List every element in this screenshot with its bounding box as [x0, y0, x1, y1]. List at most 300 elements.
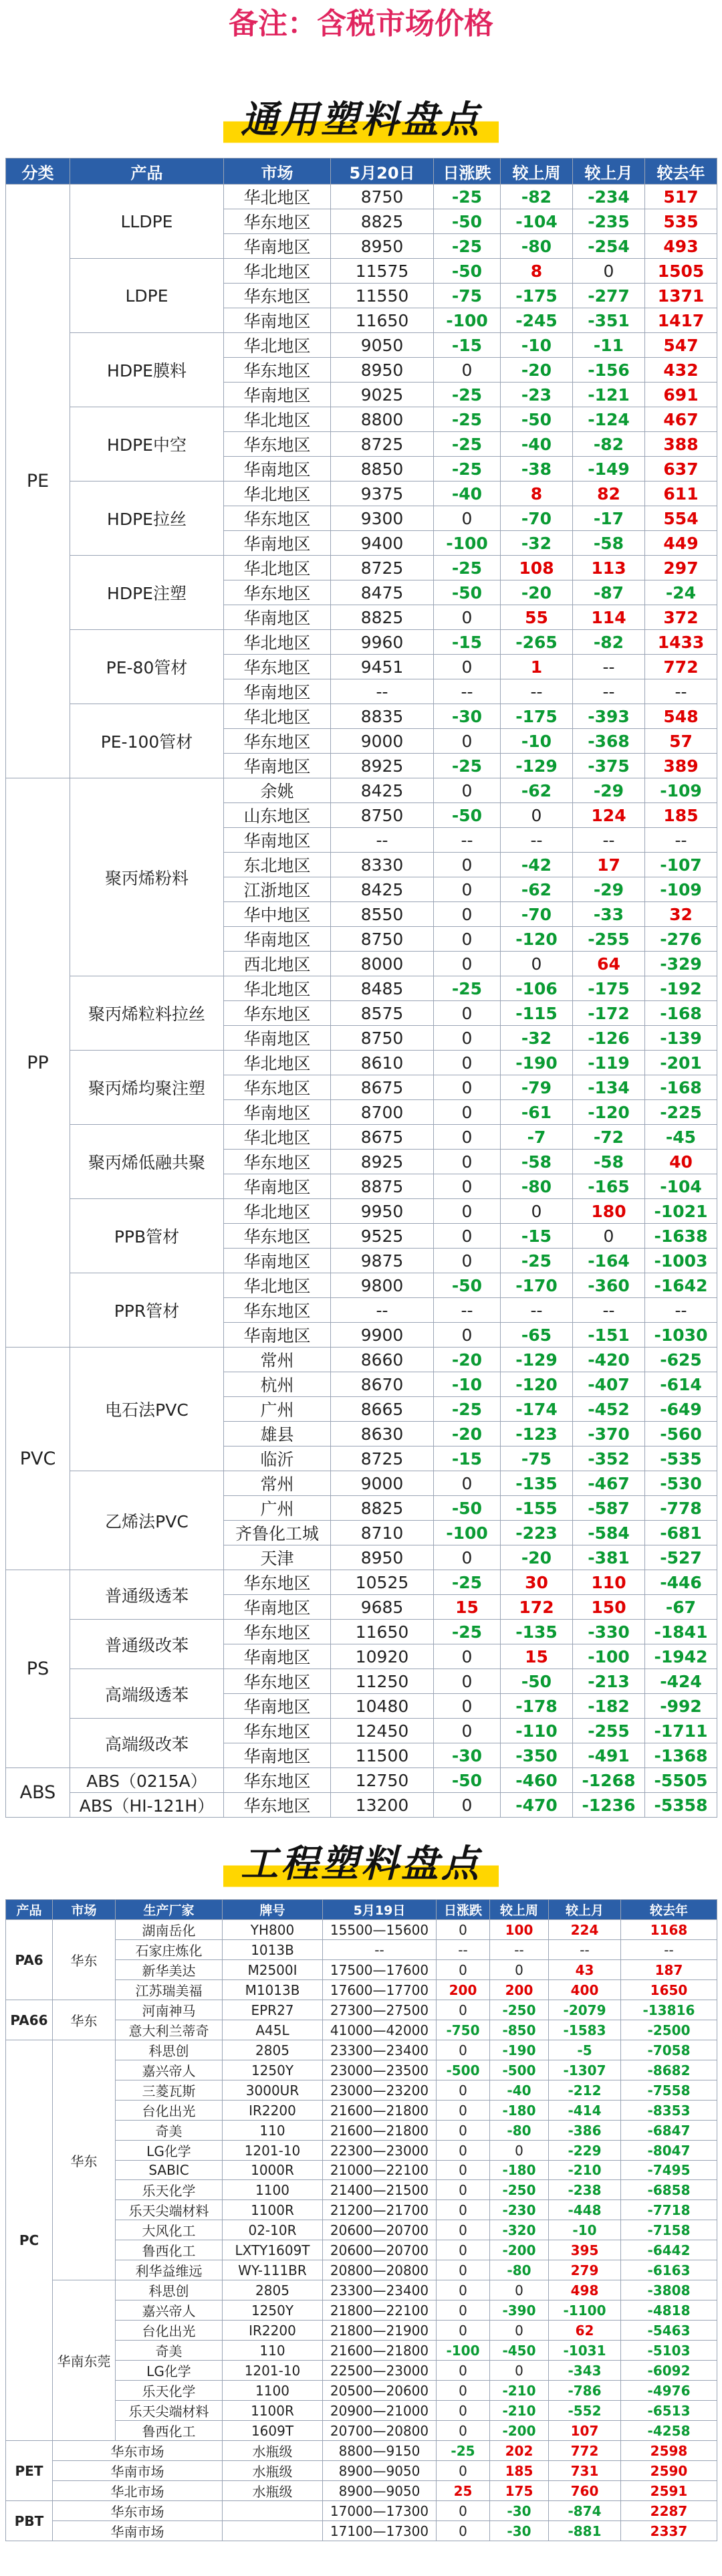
column-header: 较上周 — [490, 1900, 549, 1920]
market-cell: 华南地区 — [224, 754, 331, 778]
monthly-change-cell: -213 — [573, 1669, 645, 1694]
price-range-cell: 21000—22100 — [323, 2161, 437, 2180]
monthly-change-cell: -172 — [573, 1001, 645, 1026]
price-range-cell: 20800—20800 — [323, 2260, 437, 2280]
monthly-change-cell: 17 — [573, 853, 645, 877]
market-cell: 华东地区 — [224, 1224, 331, 1249]
daily-change-cell: 0 — [434, 1075, 501, 1100]
monthly-change-cell: -175 — [573, 976, 645, 1001]
price-cell: -- — [331, 1298, 434, 1323]
column-header: 产品 — [70, 158, 224, 185]
monthly-change-cell: -1031 — [549, 2341, 621, 2361]
monthly-change-cell: -124 — [573, 407, 645, 432]
grade-cell: 1250Y — [223, 2300, 323, 2321]
market-cell: 齐鲁化工城 — [224, 1521, 331, 1545]
price-cell: 11550 — [331, 284, 434, 308]
market-cell: 西北地区 — [224, 952, 331, 976]
grade-cell: 1100 — [223, 2180, 323, 2200]
yearly-change-cell: -7558 — [621, 2080, 717, 2101]
price-cell: 9960 — [331, 630, 434, 655]
daily-change-cell: -100 — [434, 531, 501, 556]
product-cell: PE-80管材 — [70, 630, 224, 704]
price-cell: 9950 — [331, 1199, 434, 1224]
daily-change-cell: -50 — [434, 1273, 501, 1298]
yearly-change-cell: -1030 — [645, 1323, 717, 1348]
market-cell: 华东市场 — [53, 2501, 223, 2521]
weekly-change-cell: -62 — [501, 877, 573, 902]
monthly-change-cell: -368 — [573, 729, 645, 754]
daily-change-cell: 0 — [434, 358, 501, 383]
price-cell: 8670 — [331, 1372, 434, 1397]
yearly-change-cell: 1505 — [645, 259, 717, 284]
market-cell: 华东地区 — [224, 1793, 331, 1818]
market-cell: 华东地区 — [224, 432, 331, 457]
yearly-change-cell: -7158 — [621, 2220, 717, 2240]
yearly-change-cell: 40 — [645, 1150, 717, 1174]
market-cell: 华南地区 — [224, 1743, 331, 1768]
daily-change-cell: 0 — [437, 2101, 490, 2121]
monthly-change-cell: -386 — [549, 2121, 621, 2141]
product-cell: 聚丙烯粉料 — [70, 778, 224, 976]
market-cell: 华南地区 — [224, 1323, 331, 1348]
price-cell: -- — [331, 828, 434, 853]
monthly-change-cell: -72 — [573, 1125, 645, 1150]
price-range-cell: 20600—20700 — [323, 2240, 437, 2260]
weekly-change-cell: -250 — [490, 2000, 549, 2020]
market-cell: 华南地区 — [224, 1026, 331, 1051]
price-cell: 9025 — [331, 383, 434, 407]
price-cell: 8485 — [331, 976, 434, 1001]
monthly-change-cell: -156 — [573, 358, 645, 383]
price-range-cell: 17600—17700 — [323, 1980, 437, 2000]
yearly-change-cell: -225 — [645, 1100, 717, 1125]
product-cell: PPR管材 — [70, 1273, 224, 1348]
market-cell: 华南地区 — [224, 828, 331, 853]
price-cell: 11500 — [331, 1743, 434, 1768]
monthly-change-cell: 772 — [549, 2441, 621, 2461]
price-cell: 8550 — [331, 902, 434, 927]
table-row — [6, 2441, 717, 2461]
product-cell: HDPE中空 — [70, 407, 224, 481]
yearly-change-cell: 1650 — [621, 1980, 717, 2000]
daily-change-cell: -15 — [434, 1446, 501, 1471]
price-cell: 8610 — [331, 1051, 434, 1075]
daily-change-cell: 0 — [437, 1960, 490, 1980]
monthly-change-cell: -452 — [573, 1397, 645, 1422]
market-cell: 华北地区 — [224, 259, 331, 284]
price-cell: 8825 — [331, 209, 434, 234]
monthly-change-cell: -- — [573, 655, 645, 679]
daily-change-cell: -25 — [434, 407, 501, 432]
daily-change-cell: 0 — [437, 2361, 490, 2381]
market-cell: 临沂 — [224, 1446, 331, 1471]
price-cell: 8950 — [331, 358, 434, 383]
table-row — [6, 976, 717, 1001]
monthly-change-cell: -151 — [573, 1323, 645, 1348]
daily-change-cell: -50 — [434, 803, 501, 828]
weekly-change-cell: -190 — [490, 2040, 549, 2060]
market-cell: 华东地区 — [224, 1669, 331, 1694]
weekly-change-cell: -500 — [490, 2060, 549, 2080]
daily-change-cell: 15 — [434, 1595, 501, 1620]
price-cell: 9000 — [331, 729, 434, 754]
market-cell: 华东地区 — [224, 209, 331, 234]
weekly-change-cell: -75 — [501, 1446, 573, 1471]
monthly-change-cell: -255 — [573, 927, 645, 952]
daily-change-cell: -30 — [434, 704, 501, 729]
market-cell: 华东地区 — [224, 1075, 331, 1100]
monthly-change-cell: -82 — [573, 432, 645, 457]
yearly-change-cell: -1368 — [645, 1743, 717, 1768]
market-cell: 华南地区 — [224, 531, 331, 556]
weekly-change-cell: -70 — [501, 506, 573, 531]
yearly-change-cell: 297 — [645, 556, 717, 580]
yearly-change-cell: -5103 — [621, 2341, 717, 2361]
price-cell: 8925 — [331, 754, 434, 778]
daily-change-cell: -50 — [434, 209, 501, 234]
weekly-change-cell: -135 — [501, 1620, 573, 1644]
daily-change-cell: -- — [434, 1298, 501, 1323]
monthly-change-cell: -- — [573, 1298, 645, 1323]
yearly-change-cell: -6442 — [621, 2240, 717, 2260]
grade-cell: 1013B — [223, 1940, 323, 1960]
table-row — [6, 1669, 717, 1694]
weekly-change-cell: -30 — [490, 2521, 549, 2541]
yearly-change-cell: -2500 — [621, 2020, 717, 2040]
daily-change-cell: -30 — [434, 1743, 501, 1768]
manufacturer-cell: 乐天化学 — [116, 2381, 223, 2401]
monthly-change-cell: 64 — [573, 952, 645, 976]
daily-change-cell: -100 — [437, 2341, 490, 2361]
daily-change-cell: 0 — [434, 1026, 501, 1051]
market-cell: 华北地区 — [224, 1273, 331, 1298]
market-cell: 华北地区 — [224, 185, 331, 209]
yearly-change-cell: -- — [645, 1298, 717, 1323]
column-header: 较上月 — [549, 1900, 621, 1920]
monthly-change-cell: -881 — [549, 2521, 621, 2541]
grade-cell: 1100R — [223, 2401, 323, 2421]
market-cell: 华东地区 — [224, 1620, 331, 1644]
daily-change-cell: -- — [434, 679, 501, 704]
monthly-change-cell: -11 — [573, 333, 645, 358]
price-cell: 13200 — [331, 1793, 434, 1818]
yearly-change-cell: -201 — [645, 1051, 717, 1075]
yearly-change-cell: -8047 — [621, 2141, 717, 2161]
column-header: 市场 — [224, 158, 331, 185]
manufacturer-cell: 利华益维远 — [116, 2260, 223, 2280]
yearly-change-cell: -6163 — [621, 2260, 717, 2280]
market-cell: 华南地区 — [224, 1100, 331, 1125]
grade-cell: 1201-10 — [223, 2141, 323, 2161]
yearly-change-cell: 611 — [645, 481, 717, 506]
price-cell: 8750 — [331, 185, 434, 209]
monthly-change-cell: -212 — [549, 2080, 621, 2101]
daily-change-cell: -50 — [434, 1768, 501, 1793]
product-cell: PE-100管材 — [70, 704, 224, 778]
monthly-change-cell: -1268 — [573, 1768, 645, 1793]
price-cell: 9525 — [331, 1224, 434, 1249]
yearly-change-cell: -1021 — [645, 1199, 717, 1224]
price-range-cell: 8800—9150 — [323, 2441, 437, 2461]
table-row — [6, 185, 717, 209]
weekly-change-cell: -175 — [501, 704, 573, 729]
market-cell: 常州 — [224, 1471, 331, 1496]
table-row — [6, 1768, 717, 1793]
daily-change-cell: -50 — [434, 259, 501, 284]
weekly-change-cell: -155 — [501, 1496, 573, 1521]
table-row — [6, 556, 717, 580]
price-range-cell: 23000—23500 — [323, 2060, 437, 2080]
monthly-change-cell: 224 — [549, 1920, 621, 1940]
daily-change-cell: 0 — [437, 2461, 490, 2481]
weekly-change-cell: 202 — [490, 2441, 549, 2461]
price-cell: 8835 — [331, 704, 434, 729]
daily-change-cell: 0 — [434, 778, 501, 803]
weekly-change-cell: -50 — [501, 407, 573, 432]
monthly-change-cell: -254 — [573, 234, 645, 259]
market-cell: 华北地区 — [224, 1125, 331, 1150]
price-cell: 8675 — [331, 1075, 434, 1100]
market-cell: 华南东莞 — [53, 2280, 116, 2441]
monthly-change-cell: -5 — [549, 2040, 621, 2060]
product-cell: PPB管材 — [70, 1199, 224, 1273]
monthly-change-cell: 400 — [549, 1980, 621, 2000]
yearly-change-cell: 1371 — [645, 284, 717, 308]
monthly-change-cell: -1583 — [549, 2020, 621, 2040]
price-range-cell: 21400—21500 — [323, 2180, 437, 2200]
table-row — [6, 2000, 717, 2020]
market-cell: 华南地区 — [224, 1644, 331, 1669]
monthly-change-cell: 113 — [573, 556, 645, 580]
table-row — [6, 630, 717, 655]
yearly-change-cell: -4818 — [621, 2300, 717, 2321]
daily-change-cell: -25 — [434, 556, 501, 580]
monthly-change-cell: -17 — [573, 506, 645, 531]
market-cell: 华东地区 — [224, 580, 331, 605]
daily-change-cell: 0 — [437, 2381, 490, 2401]
monthly-change-cell: -229 — [549, 2141, 621, 2161]
yearly-change-cell: 187 — [621, 1960, 717, 1980]
market-cell: 华东地区 — [224, 1298, 331, 1323]
grade-cell: 3000UR — [223, 2080, 323, 2101]
price-range-cell: 41000—42000 — [323, 2020, 437, 2040]
monthly-change-cell: -120 — [573, 1100, 645, 1125]
weekly-change-cell: -20 — [501, 580, 573, 605]
daily-change-cell: 0 — [437, 2040, 490, 2060]
product-cell: 普通级改苯 — [70, 1620, 224, 1669]
monthly-change-cell: -119 — [573, 1051, 645, 1075]
market-cell: 山东地区 — [224, 803, 331, 828]
price-range-cell: 21800—21900 — [323, 2321, 437, 2341]
monthly-change-cell: -235 — [573, 209, 645, 234]
column-header: 日涨跌 — [434, 158, 501, 185]
grade-cell: IR2200 — [223, 2101, 323, 2121]
note-banner: 备注：含税市场价格 — [229, 7, 493, 41]
weekly-change-cell: 185 — [490, 2461, 549, 2481]
weekly-change-cell: -104 — [501, 209, 573, 234]
grade-cell: 2805 — [223, 2280, 323, 2300]
yearly-change-cell: -109 — [645, 877, 717, 902]
weekly-change-cell: -123 — [501, 1422, 573, 1446]
yearly-change-cell: -5358 — [645, 1793, 717, 1818]
weekly-change-cell: 8 — [501, 481, 573, 506]
yearly-change-cell: -446 — [645, 1570, 717, 1595]
grade-cell: 110 — [223, 2121, 323, 2141]
price-range-cell: 20700—20800 — [323, 2421, 437, 2441]
daily-change-cell: 0 — [434, 506, 501, 531]
market-cell: 华北地区 — [224, 1199, 331, 1224]
weekly-change-cell: -106 — [501, 976, 573, 1001]
daily-change-cell: -25 — [434, 185, 501, 209]
weekly-change-cell: -210 — [490, 2401, 549, 2421]
price-cell: 10920 — [331, 1644, 434, 1669]
product-cell: HDPE注塑 — [70, 556, 224, 630]
product-cell: ABS（0215A） — [70, 1768, 224, 1793]
daily-change-cell: 0 — [434, 1150, 501, 1174]
price-cell: 8475 — [331, 580, 434, 605]
monthly-change-cell: -352 — [573, 1446, 645, 1471]
daily-change-cell: -25 — [434, 1620, 501, 1644]
yearly-change-cell: 1433 — [645, 630, 717, 655]
general-plastics-table — [5, 158, 717, 1818]
market-cell: 华北地区 — [224, 556, 331, 580]
yearly-change-cell: 554 — [645, 506, 717, 531]
price-range-cell: 20500—20600 — [323, 2381, 437, 2401]
monthly-change-cell: -58 — [573, 531, 645, 556]
weekly-change-cell: 172 — [501, 1595, 573, 1620]
manufacturer-cell: 嘉兴帝人 — [116, 2060, 223, 2080]
grade-cell: M1013B — [223, 1980, 323, 2000]
yearly-change-cell: -168 — [645, 1075, 717, 1100]
daily-change-cell: 0 — [434, 729, 501, 754]
yearly-change-cell: -8353 — [621, 2101, 717, 2121]
grade-cell: 水瓶级 — [223, 2461, 323, 2481]
weekly-change-cell: 0 — [501, 952, 573, 976]
price-range-cell: 21600—21800 — [323, 2101, 437, 2121]
product-cell: 聚丙烯低融共聚 — [70, 1125, 224, 1199]
daily-change-cell: -75 — [434, 284, 501, 308]
table-row — [6, 2521, 717, 2541]
daily-change-cell: 0 — [434, 655, 501, 679]
market-cell: 华东地区 — [224, 506, 331, 531]
market-cell: 华南地区 — [224, 1249, 331, 1273]
monthly-change-cell: -58 — [573, 1150, 645, 1174]
product-cell: HDPE膜料 — [70, 333, 224, 407]
daily-change-cell: 0 — [434, 1100, 501, 1125]
product-cell: PA6 — [6, 1920, 53, 2000]
daily-change-cell: -40 — [434, 481, 501, 506]
table-row — [6, 1273, 717, 1298]
monthly-change-cell: 124 — [573, 803, 645, 828]
table-row — [6, 1920, 717, 1940]
monthly-change-cell: -164 — [573, 1249, 645, 1273]
monthly-change-cell: 279 — [549, 2260, 621, 2280]
daily-change-cell: 0 — [437, 2161, 490, 2180]
monthly-change-cell: -448 — [549, 2200, 621, 2220]
daily-change-cell: 0 — [437, 2421, 490, 2441]
yearly-change-cell: -649 — [645, 1397, 717, 1422]
weekly-change-cell: -175 — [501, 284, 573, 308]
price-cell: 8630 — [331, 1422, 434, 1446]
table-row — [6, 778, 717, 803]
price-cell: 8665 — [331, 1397, 434, 1422]
weekly-change-cell: 0 — [501, 803, 573, 828]
daily-change-cell: -25 — [434, 383, 501, 407]
monthly-change-cell: 150 — [573, 1595, 645, 1620]
market-cell: 华南地区 — [224, 457, 331, 481]
daily-change-cell: 25 — [437, 2481, 490, 2501]
table-row — [6, 1125, 717, 1150]
weekly-change-cell: -470 — [501, 1793, 573, 1818]
market-cell: 华东地区 — [224, 1001, 331, 1026]
yearly-change-cell: -139 — [645, 1026, 717, 1051]
market-cell: 华南市场 — [53, 2461, 223, 2481]
yearly-change-cell: -424 — [645, 1669, 717, 1694]
daily-change-cell: -25 — [434, 432, 501, 457]
monthly-change-cell: 62 — [549, 2321, 621, 2341]
yearly-change-cell: 467 — [645, 407, 717, 432]
table-row — [6, 1051, 717, 1075]
daily-change-cell: 0 — [437, 2401, 490, 2421]
weekly-change-cell: -129 — [501, 754, 573, 778]
yearly-change-cell: -6858 — [621, 2180, 717, 2200]
grade-cell: IR2200 — [223, 2321, 323, 2341]
price-range-cell: 22500—23000 — [323, 2361, 437, 2381]
yearly-change-cell: -1942 — [645, 1644, 717, 1669]
yearly-change-cell: -1841 — [645, 1620, 717, 1644]
weekly-change-cell: -210 — [490, 2381, 549, 2401]
price-cell: 8575 — [331, 1001, 434, 1026]
monthly-change-cell: -1307 — [549, 2060, 621, 2080]
daily-change-cell: -20 — [434, 1422, 501, 1446]
weekly-change-cell: 0 — [490, 2280, 549, 2300]
monthly-change-cell: -210 — [549, 2161, 621, 2180]
grade-cell: 1000R — [223, 2161, 323, 2180]
yearly-change-cell: 32 — [645, 902, 717, 927]
market-cell: 华南市场 — [53, 2521, 223, 2541]
yearly-change-cell: -530 — [645, 1471, 717, 1496]
monthly-change-cell: -414 — [549, 2101, 621, 2121]
market-cell: 华东地区 — [224, 655, 331, 679]
market-cell: 华东地区 — [224, 729, 331, 754]
price-range-cell: 23300—23400 — [323, 2280, 437, 2300]
market-cell: 华北地区 — [224, 630, 331, 655]
daily-change-cell: 0 — [437, 2220, 490, 2240]
price-range-cell: 23300—23400 — [323, 2040, 437, 2060]
daily-change-cell: 0 — [434, 1323, 501, 1348]
weekly-change-cell: 1 — [501, 655, 573, 679]
yearly-change-cell: 2287 — [621, 2501, 717, 2521]
monthly-change-cell: -584 — [573, 1521, 645, 1545]
manufacturer-cell: 乐天尖端材料 — [116, 2200, 223, 2220]
manufacturer-cell: 湖南岳化 — [116, 1920, 223, 1940]
column-header: 生产厂家 — [116, 1900, 223, 1920]
grade-cell: 1250Y — [223, 2060, 323, 2080]
yearly-change-cell: -1642 — [645, 1273, 717, 1298]
weekly-change-cell: -- — [501, 1298, 573, 1323]
price-cell: 9000 — [331, 1471, 434, 1496]
price-range-cell: 22300—23000 — [323, 2141, 437, 2161]
monthly-change-cell: 43 — [549, 1960, 621, 1980]
weekly-change-cell: -80 — [501, 1174, 573, 1199]
monthly-change-cell: 498 — [549, 2280, 621, 2300]
weekly-change-cell: -32 — [501, 1026, 573, 1051]
table-row — [6, 704, 717, 729]
monthly-change-cell: -420 — [573, 1348, 645, 1372]
weekly-change-cell: -460 — [501, 1768, 573, 1793]
grade-cell — [223, 2501, 323, 2521]
price-range-cell: 27300—27500 — [323, 2000, 437, 2020]
